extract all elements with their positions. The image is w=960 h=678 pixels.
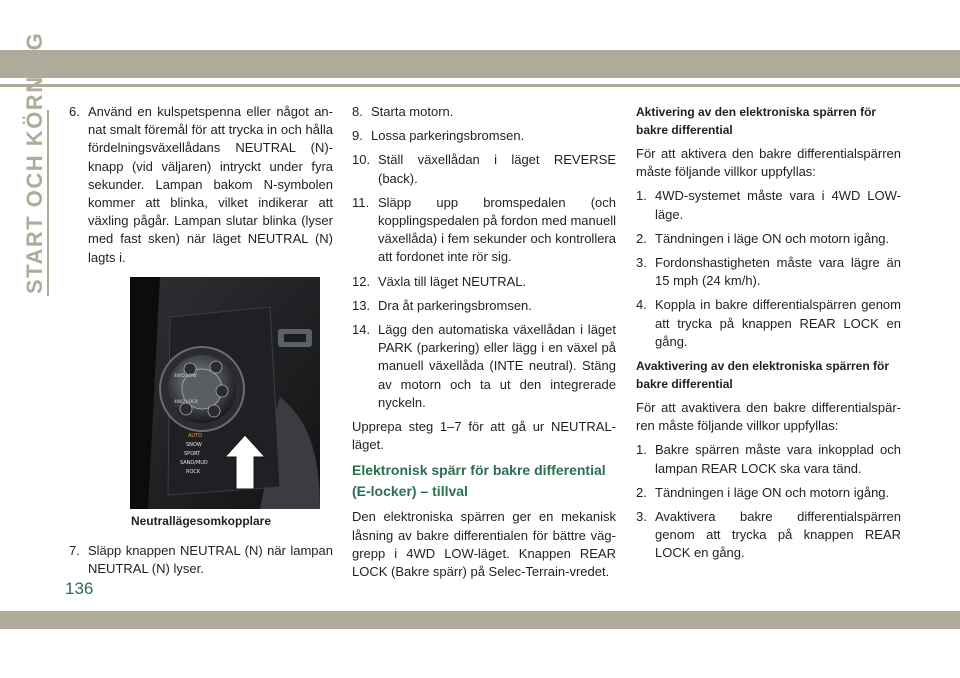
neutral-switch-illustration <box>130 277 320 509</box>
item-text: Koppla in bakre differentialspärren genom att trycka på knappen REAR LOCK en gång. <box>655 297 901 349</box>
fig-label-4wd-low: 4WD LOW <box>174 373 197 379</box>
column-1 <box>69 103 333 584</box>
footer-band <box>0 611 960 629</box>
fig-label-sand-mud: SAND/MUD <box>180 459 208 466</box>
fig-label-rock: ROCK <box>186 468 201 475</box>
list-item <box>636 441 901 477</box>
item-text: Lossa parkeringsbromsen. <box>371 128 525 144</box>
item-number: 4. <box>636 297 647 313</box>
item-text: Fordonshastigheten måste vara lägre än 15 mph (24 km/h). <box>655 255 901 289</box>
list-item <box>352 127 616 145</box>
item-number: 3. <box>636 255 647 271</box>
item-text: Tändningen i läge ON och motorn igång. <box>655 230 890 246</box>
item-text: Ställ växellådan i läget REVERSE (back). <box>378 152 616 186</box>
item-number: 9. <box>352 128 363 144</box>
activation-intro: För att aktivera den bakre differentialspärren måste följande villkor uppfyllas: <box>636 146 901 180</box>
list-item <box>636 484 901 502</box>
list-item <box>636 230 901 248</box>
list-item <box>69 103 333 267</box>
item-number: 12. <box>352 273 371 289</box>
figure-caption: Neutrallägesomkopplare <box>130 513 272 528</box>
activation-heading: Aktivering av den elektroniska spärren för bakre differential <box>636 105 877 137</box>
column-3 <box>636 103 901 569</box>
list-item <box>352 321 616 412</box>
list-item <box>352 194 616 267</box>
fig-label-auto: AUTO <box>188 432 203 439</box>
fig-label-snow: SNOW <box>186 441 202 448</box>
item-number: 8. <box>352 104 363 119</box>
item-number: 11. <box>352 194 370 210</box>
item-text: Växla till läget NEUTRAL. <box>378 273 527 289</box>
section-heading: Elektronisk spärr för bakre differential (E-locker) – tillval <box>352 462 606 500</box>
page-number: 136 <box>65 579 94 598</box>
column-2 <box>352 103 616 587</box>
item-text: 4WD-systemet måste vara i 4WD LOW-läge. <box>655 188 901 222</box>
item-number: 6. <box>69 104 80 119</box>
list-item <box>636 187 901 223</box>
section-body: Den elektroniska spärren ger en mekanisk låsning av bakre differentialen för bättre väggrepp i 4WD LOW-läget. Knappen REAR LOCK (Bakre spärr) på Selec-Terrain-vredet. <box>352 509 616 580</box>
item-number: 3. <box>636 509 647 525</box>
list-item <box>69 542 333 578</box>
header-band <box>0 50 960 78</box>
item-text: Avaktivera bakre differentialspärren genom att trycka på knappen REAR LOCK en gång. <box>655 509 901 561</box>
fig-label-sport: SPORT <box>184 450 201 457</box>
item-number: 1. <box>636 442 647 458</box>
list-item <box>636 254 901 290</box>
item-text: Släpp upp bromspedalen (och kopplingspedalen på fordon med manuell växellåda) i fem sekunder och kontrollera att fordonet inte rör sig. <box>378 194 616 265</box>
fig-label-4wd-lock: 4WD LOCK <box>174 399 199 405</box>
list-item <box>352 151 616 187</box>
item-text: Bakre spärren måste vara inkopplad och lampan REAR LOCK ska vara tänd. <box>655 442 901 476</box>
item-text: Lägg den automatiska växellådan i läget PARK (parkering) eller lägg i en växel på manuell växellåda (INTE neutral). Stäng av motorn och ta ut den integrerade nyckeln. <box>378 322 616 410</box>
item-number: 1. <box>636 188 647 204</box>
list-item <box>636 296 901 351</box>
item-number: 14. <box>352 322 371 338</box>
list-item <box>352 273 616 291</box>
item-text: Använd en kulspetspenna eller något annat smalt föremål för att trycka in och hålla fördelningsväxellådans NEUTRAL (N)-knapp (vid väljaren) intryckt under fyra sekunder. Lampan bakom N-symbolen kommer att blinka, vilket indikerar att växling pågår. Lampan slutar blinka (lyser med fast sken) när läget NEUTRAL (N) lagts i. <box>88 104 333 265</box>
item-number: 10. <box>352 152 371 168</box>
list-item <box>352 297 616 315</box>
deactivation-heading: Avaktivering av den elektroniska spärren för bakre differential <box>636 359 889 392</box>
item-text: Tändningen i läge ON och motorn igång. <box>655 484 890 500</box>
list-item <box>636 508 901 563</box>
header-rule <box>0 84 960 87</box>
neutral-switch-photo <box>130 277 320 509</box>
chapter-side-title: START OCH KÖRNING <box>22 31 47 294</box>
item-text: Dra åt parkeringsbromsen. <box>378 297 532 313</box>
list-item <box>352 103 616 121</box>
deactivation-intro: För att avaktivera den bakre differentialspärren måste följande villkor uppfyllas: <box>636 400 901 434</box>
item-number: 13. <box>352 297 371 313</box>
item-number: 2. <box>636 484 647 500</box>
item-text: Starta motorn. <box>371 104 454 119</box>
item-text: Släpp knappen NEUTRAL (N) när lampan NEUTRAL (N) lyser. <box>88 543 333 577</box>
item-number: 7. <box>69 543 80 559</box>
item-number: 2. <box>636 230 647 246</box>
repeat-instruction: Upprepa steg 1–7 för att gå ur NEUTRAL-läget. <box>352 419 616 453</box>
